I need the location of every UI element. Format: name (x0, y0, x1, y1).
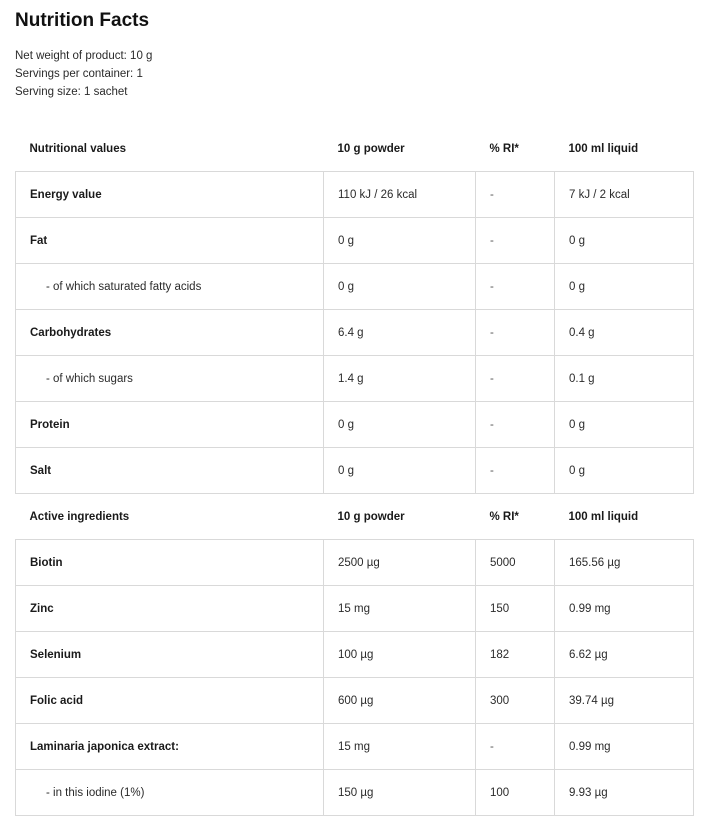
net-weight: Net weight of product: 10 g (15, 50, 153, 62)
page-title: Nutrition Facts (15, 10, 150, 31)
nutrition-header-row (16, 126, 694, 172)
row-powder: 100 µg (324, 632, 476, 678)
row-name: Selenium (16, 632, 324, 678)
header-nutritional-values: Nutritional values (29, 142, 126, 155)
header-liquid: 100 ml liquid (568, 142, 639, 155)
table-row (16, 402, 694, 448)
row-ri: - (476, 218, 555, 264)
row-powder: 0 g (324, 402, 476, 448)
row-liquid: 7 kJ / 2 kcal (555, 172, 694, 218)
row-liquid: 165.56 µg (555, 540, 694, 586)
nutrition-table (15, 126, 694, 816)
table-row (16, 310, 694, 356)
row-ri: 5000 (476, 540, 555, 586)
row-ri: - (476, 172, 555, 218)
row-name: Biotin (16, 540, 324, 586)
table-row (16, 540, 694, 586)
row-ri: - (476, 264, 555, 310)
row-ri: 150 (476, 586, 555, 632)
row-name: - of which sugars (16, 356, 324, 402)
table-row (16, 172, 694, 218)
row-liquid: 0 g (555, 448, 694, 494)
row-powder: 6.4 g (324, 310, 476, 356)
row-name: - of which saturated fatty acids (16, 264, 324, 310)
row-powder: 110 kJ / 26 kcal (324, 172, 476, 218)
header-powder: 10 g powder (337, 510, 405, 523)
header-active-ingredients: Active ingredients (29, 510, 130, 523)
row-liquid: 39.74 µg (555, 678, 694, 724)
row-name: Salt (16, 448, 324, 494)
row-liquid: 0 g (555, 264, 694, 310)
row-liquid: 0 g (555, 402, 694, 448)
row-name: - in this iodine (1%) (16, 770, 324, 816)
row-powder: 15 mg (324, 724, 476, 770)
header-ri: % RI* (489, 142, 519, 155)
row-name: Zinc (16, 586, 324, 632)
table-row (16, 448, 694, 494)
active-header-row (16, 494, 694, 540)
row-name: Energy value (16, 172, 324, 218)
row-liquid: 0.99 mg (555, 586, 694, 632)
row-name: Protein (16, 402, 324, 448)
row-powder: 1.4 g (324, 356, 476, 402)
row-liquid: 0 g (555, 218, 694, 264)
table-row (16, 724, 694, 770)
servings-per-container: Servings per container: 1 (15, 68, 143, 80)
table-row (16, 770, 694, 816)
table-row (16, 586, 694, 632)
row-ri: - (476, 310, 555, 356)
row-liquid: 9.93 µg (555, 770, 694, 816)
row-ri: - (476, 402, 555, 448)
row-powder: 15 mg (324, 586, 476, 632)
row-ri: 100 (476, 770, 555, 816)
nutrition-facts-panel (15, 8, 693, 816)
row-powder: 0 g (324, 448, 476, 494)
row-powder: 0 g (324, 218, 476, 264)
table-row (16, 264, 694, 310)
row-ri: - (476, 448, 555, 494)
table-row (16, 356, 694, 402)
table-row (16, 632, 694, 678)
row-powder: 600 µg (324, 678, 476, 724)
row-ri: 182 (476, 632, 555, 678)
row-ri: 300 (476, 678, 555, 724)
row-powder: 150 µg (324, 770, 476, 816)
table-row (16, 678, 694, 724)
row-ri: - (476, 724, 555, 770)
row-powder: 2500 µg (324, 540, 476, 586)
row-liquid: 0.99 mg (555, 724, 694, 770)
row-liquid: 6.62 µg (555, 632, 694, 678)
row-liquid: 0.1 g (555, 356, 694, 402)
row-liquid: 0.4 g (555, 310, 694, 356)
row-name: Carbohydrates (16, 310, 324, 356)
row-name: Laminaria japonica extract: (16, 724, 324, 770)
header-liquid: 100 ml liquid (568, 510, 639, 523)
product-meta (15, 47, 693, 101)
header-ri: % RI* (489, 510, 519, 523)
row-name: Fat (16, 218, 324, 264)
row-powder: 0 g (324, 264, 476, 310)
row-ri: - (476, 356, 555, 402)
header-powder: 10 g powder (337, 142, 405, 155)
serving-size: Serving size: 1 sachet (15, 86, 128, 98)
table-row (16, 218, 694, 264)
row-name: Folic acid (16, 678, 324, 724)
